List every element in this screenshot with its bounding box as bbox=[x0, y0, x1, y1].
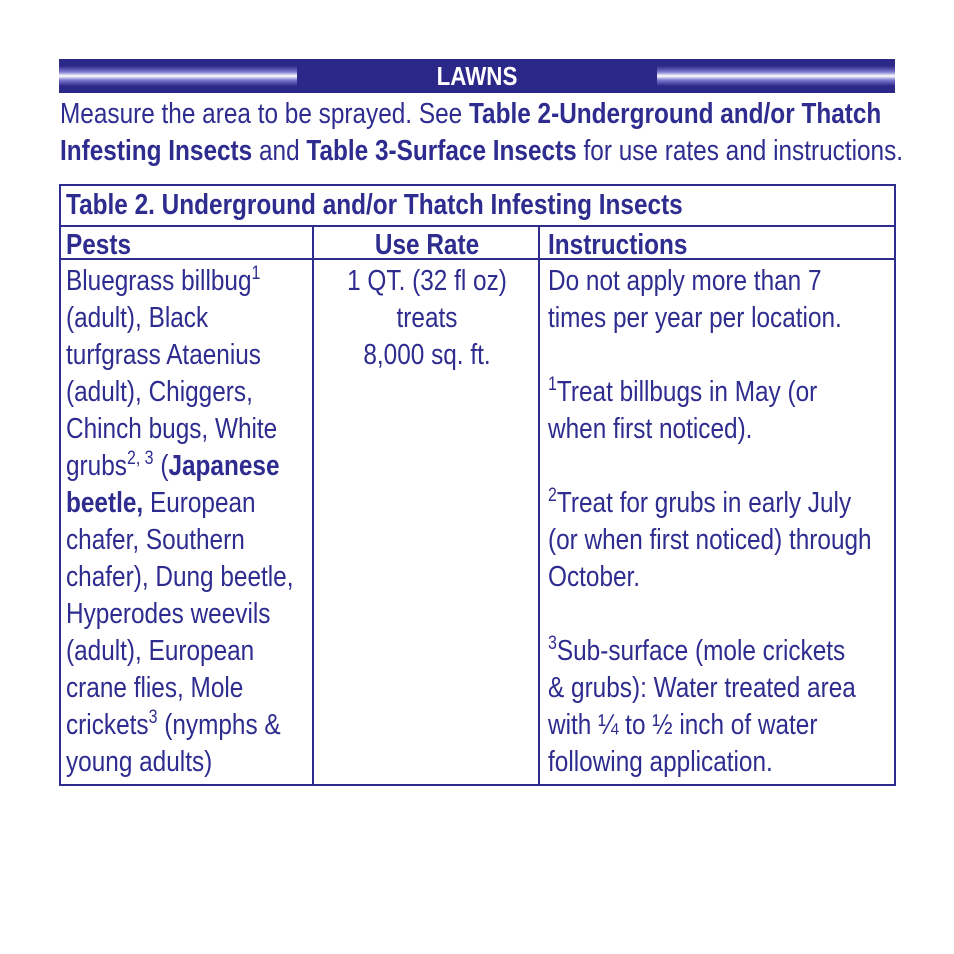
table-3-reference: Table 3-Surface Insects bbox=[306, 135, 577, 167]
footnote-1: $^1$Treat billbugs in May (or bbox=[548, 374, 818, 408]
header-use-rate: Use Rate bbox=[374, 229, 480, 261]
pests-cell: Bluegrass billbug$^1$ (adult), Black turfgrass Ataenius (adult), Chiggers, Chinch bugs, White grubs$^{2, 3}$ (Japanese beetle, European chafer, Southern chafer), Dung beetle, Hyperodes weevils (adult), European crane flies, Mole crickets$^3$ (nymphs & young adults) bbox=[66, 263, 294, 778]
section-title: LAWNS bbox=[436, 61, 518, 91]
column-divider-2 bbox=[538, 227, 540, 784]
intro-line-2: Infesting Insects and Table 3-Surface Insects for use rates and instructions. bbox=[60, 135, 904, 167]
header-pests: Pests bbox=[66, 229, 132, 261]
instructions-cell: Do not apply more than 7 times per year per location. $^1$Treat billbugs in May (or when first noticed). $^2$Treat for grubs in early July (or when first noticed) through October. $^3$Sub-surface (mole crickets & grubs): Water treated area with ¼ to ½ inch of water following application. bbox=[548, 265, 872, 778]
table-2-reference: Table 2-Underground and/or Thatch bbox=[468, 98, 882, 130]
header-instructions: Instructions bbox=[548, 229, 688, 261]
insects-table bbox=[59, 184, 896, 786]
column-divider-1 bbox=[312, 227, 314, 784]
intro-paragraph bbox=[60, 96, 904, 170]
footnote-3: $^3$Sub-surface (mole crickets bbox=[548, 633, 846, 667]
use-rate-cell: 1 QT. (32 fl oz) treats 8,000 sq. ft. bbox=[347, 265, 507, 371]
intro-line-1: Measure the area to be sprayed. See Table 2-Underground and/or Thatch bbox=[60, 98, 882, 130]
footnote-2: $^2$Treat for grubs in early July bbox=[548, 485, 852, 519]
table-caption: Table 2. Underground and/or Thatch Infesting Insects bbox=[66, 189, 683, 221]
section-banner bbox=[59, 59, 895, 93]
